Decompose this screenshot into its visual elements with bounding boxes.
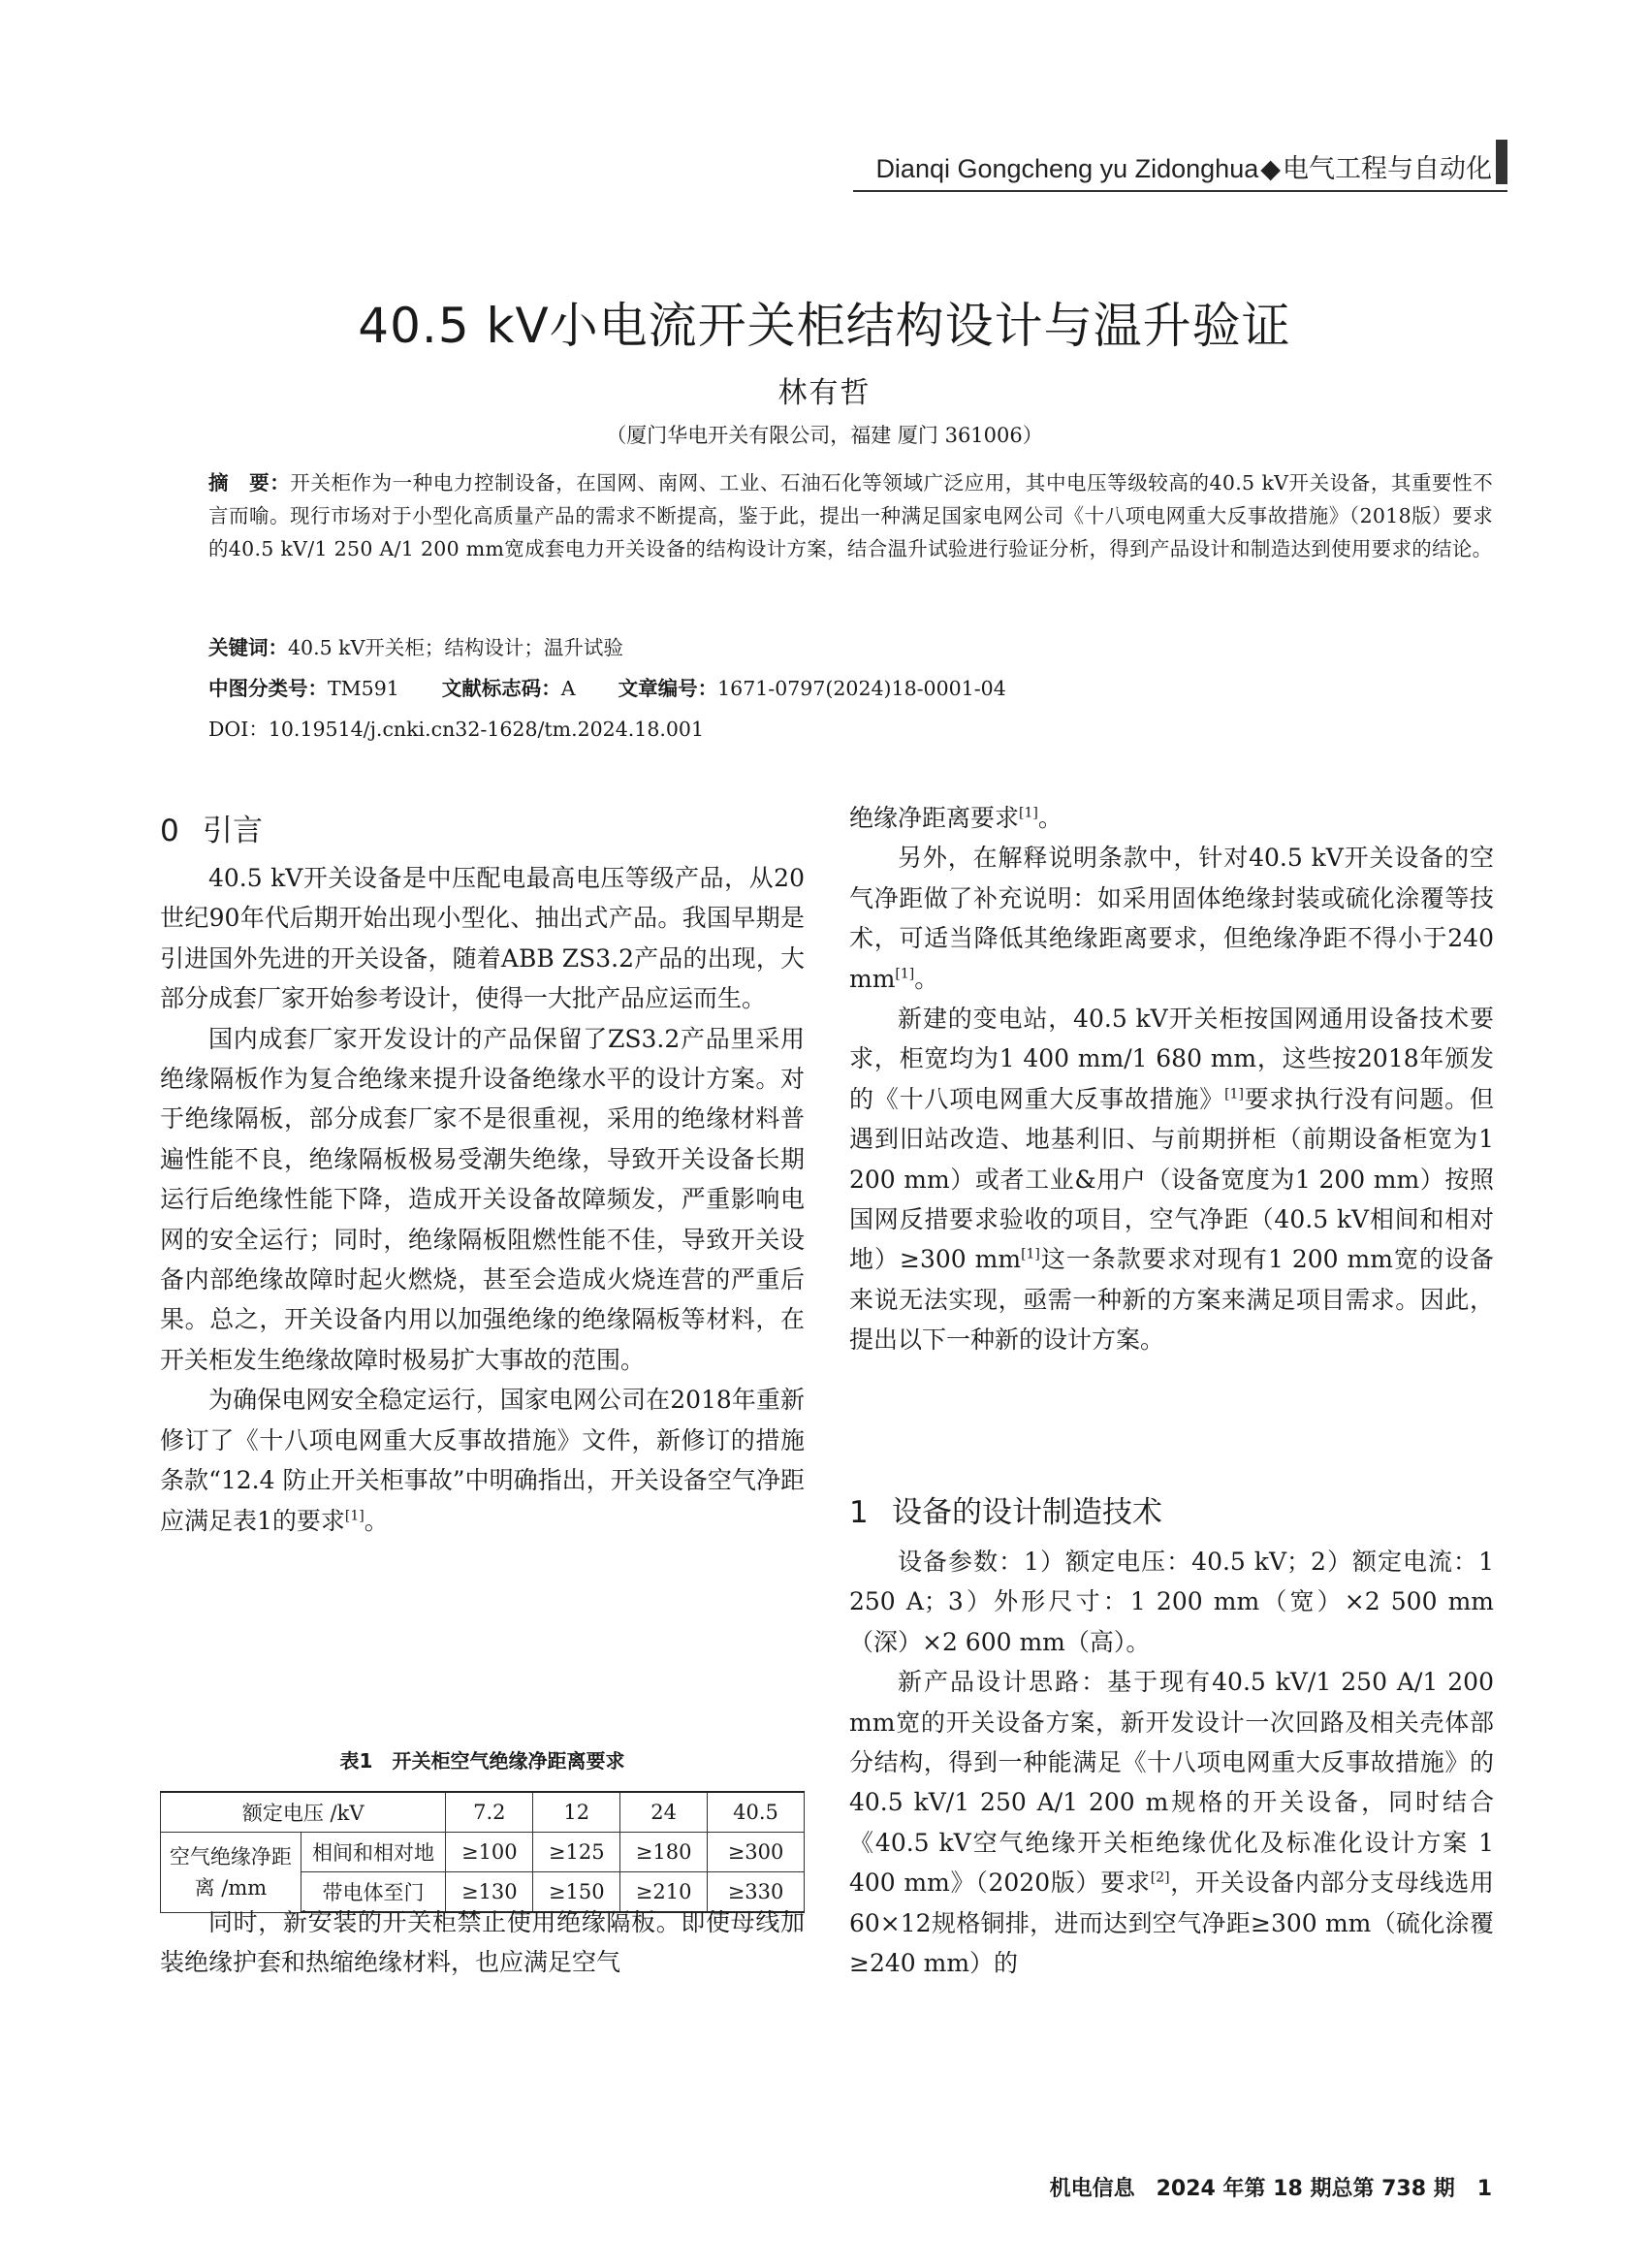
paragraph: 国内成套厂家开发设计的产品保留了ZS3.2产品里采用绝缘隔板作为复合绝缘来提升设备绝缘水平的设计方案。对于绝缘隔板，部分成套厂家不是很重视，采用的绝缘材料普遍性能不良，绝缘隔板极易受潮失绝缘，导致开关设备长期运行后绝缘性能下降，造成开关设备故障频发，严重影响电网的安全运行；同时，绝缘隔板阻燃性能不佳，导致开关设备内部绝缘故障时起火燃烧，甚至会造成火烧连营的严重后果。总之，开关设备内用以加强绝缘的绝缘隔板等材料，在开关柜发生绝缘故障时极易扩大事故的范围。 xyxy=(160,1024,805,1374)
author-name: 林有哲 xyxy=(777,376,872,410)
header-bar-decoration xyxy=(1496,140,1507,184)
clearance-table xyxy=(160,1791,805,1913)
doi-label: DOI： xyxy=(208,718,269,741)
footer-issue: 机电信息 2024 年第 18 期总第 738 期 xyxy=(1049,2177,1455,2201)
table-cell: ≥125 xyxy=(533,1833,620,1872)
article-number-label: 文章编号： xyxy=(618,677,718,700)
page-footer xyxy=(1050,2172,1492,2202)
table-header-cell: 12 xyxy=(533,1792,620,1833)
doc-code-value: A xyxy=(560,677,576,700)
keywords xyxy=(208,631,623,660)
paragraph-continuation: 绝缘净距离要求[1]。 xyxy=(849,804,1062,832)
keywords-text: 40.5 kV开关柜；结构设计；温升试验 xyxy=(288,636,623,659)
header-rule xyxy=(853,190,1507,192)
table-row-label: 相间和相对地 xyxy=(301,1833,446,1872)
article-number-value: 1671-0797(2024)18-0001-04 xyxy=(717,677,1006,700)
section-0-heading xyxy=(160,806,263,849)
table-cell: ≥150 xyxy=(533,1872,620,1913)
table-header-row xyxy=(161,1792,805,1833)
keywords-label: 关键词： xyxy=(208,636,288,659)
left-column-lower xyxy=(160,1902,805,1983)
table-header-cell: 40.5 xyxy=(708,1792,805,1833)
table-row-label: 带电体至门 xyxy=(301,1872,446,1913)
table-cell: ≥180 xyxy=(620,1833,708,1872)
running-header xyxy=(875,147,1492,185)
table-header-cell: 7.2 xyxy=(446,1792,533,1833)
table-caption: 表1 开关柜空气绝缘净距离要求 xyxy=(339,1749,625,1773)
citation: [1] xyxy=(895,966,915,982)
diamond-icon: ◆ xyxy=(1260,154,1281,183)
citation: [1] xyxy=(1021,1247,1040,1263)
citation: [1] xyxy=(344,1508,365,1524)
table-cell: ≥300 xyxy=(708,1833,805,1872)
abstract xyxy=(208,466,1493,565)
table-header-cell: 额定电压 /kV xyxy=(161,1792,446,1833)
paragraph: 新产品设计思路：基于现有40.5 kV/1 250 A/1 200 mm宽的开关设备方案，新开发设计一次回路及相关壳体部分结构，得到一种能满足《十八项电网重大反事故措施》的40.5 kV/1 250 A/1 200 m规格的开关设备，同时结合《40.5 kV空气绝缘开关柜绝缘优化及标准化设计方案 1 400 mm》（2020版）要求[2]，开关设备内部分支母线选用60×12规格铜排，进而达到空气净距≥300 mm（硫化涂覆≥240 mm）的 xyxy=(849,1668,1494,1978)
citation: [2] xyxy=(1150,1869,1170,1886)
journal-name: 电气工程与自动化 xyxy=(1283,154,1492,183)
table-row xyxy=(161,1833,805,1872)
table-cell: ≥130 xyxy=(446,1872,533,1913)
table-cell: ≥330 xyxy=(708,1872,805,1913)
table-cell: ≥100 xyxy=(446,1833,533,1872)
table-header-cell: 24 xyxy=(620,1792,708,1833)
section-number: 0 xyxy=(160,814,179,848)
page-number: 1 xyxy=(1476,2177,1492,2201)
abstract-text: 开关柜作为一种电力控制设备，在国网、南网、工业、石油石化等领域广泛应用，其中电压等级较高的40.5 kV开关设备，其重要性不言而喻。现行市场对于小型化高质量产品的需求不断提高，鉴于此，提出一种满足国家电网公司《十八项电网重大反事故措施》（2018版）要求的40.5 kV/1 250 A/1 200 mm宽成套电力开关设备的结构设计方案，结合温升试验进行验证分析，得到产品设计和制造达到使用要求的结论。 xyxy=(208,471,1494,560)
right-column-lower xyxy=(849,1542,1494,1983)
citation: [1] xyxy=(1224,1086,1244,1102)
citation: [1] xyxy=(1019,805,1038,821)
doi-value: 10.19514/j.cnki.cn32-1628/tm.2024.18.001 xyxy=(268,718,705,741)
section-number: 1 xyxy=(849,1495,869,1530)
journal-romanized: Dianqi Gongcheng yu Zidonghua xyxy=(875,154,1259,183)
article-title: 40.5 kV小电流开关柜结构设计与温升验证 xyxy=(358,298,1291,354)
classification-line xyxy=(208,672,1006,701)
paragraph: 同时，新安装的开关柜禁止使用绝缘隔板。即使母线加装绝缘护套和热缩绝缘材料，也应满足空气 xyxy=(160,1908,805,1977)
left-column-upper xyxy=(160,858,805,1541)
paragraph: 新建的变电站，40.5 kV开关柜按国网通用设备技术要求，柜宽均为1 400 mm/1 680 mm，这些按2018年颁发的《十八项电网重大反事故措施》[1]要求执行没有问题。但遇到旧站改造、地基利旧、与前期拼柜（前期设备柜宽为1 200 mm）或者工业&用户（设备宽度为1 200 mm）按照国网反措要求验收的项目，空气净距（40.5 kV相间和相对地）≥300 mm[1]这一条款要求对现有1 200 mm宽的设备来说无法实现，亟需一种新的方案来满足项目需求。因此，提出以下一种新的设计方案。 xyxy=(849,1005,1494,1355)
section-1-heading xyxy=(849,1487,1162,1531)
doi-line xyxy=(208,713,704,742)
right-column-upper xyxy=(849,798,1494,1360)
clc-value: TM591 xyxy=(328,677,399,700)
section-title: 引言 xyxy=(203,814,263,848)
paragraph: 40.5 kV开关设备是中压配电最高电压等级产品，从20世纪90年代后期开始出现小型化、抽出式产品。我国早期是引进国外先进的开关设备，随着ABB ZS3.2产品的出现，大部分成套厂家开始参考设计，使得一大批产品应运而生。 xyxy=(160,864,805,1013)
paragraph: 设备参数：1）额定电压：40.5 kV；2）额定电流：1 250 A；3）外形尺寸：1 200 mm（宽）×2 500 mm（深）×2 600 mm（高）。 xyxy=(849,1548,1494,1656)
paragraph: 为确保电网安全稳定运行，国家电网公司在2018年重新修订了《十八项电网重大反事故措施》文件，新修订的措施条款“12.4 防止开关柜事故”中明确指出，开关设备空气净距应满足表1的要求[1]。 xyxy=(160,1386,805,1535)
paragraph: 另外，在解释说明条款中，针对40.5 kV开关设备的空气净距做了补充说明：如采用固体绝缘封装或硫化涂覆等技术，可适当降低其绝缘距离要求，但绝缘净距不得小于240 mm[1]。 xyxy=(849,844,1494,993)
section-title: 设备的设计制造技术 xyxy=(892,1495,1162,1530)
abstract-label: 摘 要： xyxy=(208,471,291,495)
doc-code-label: 文献标志码： xyxy=(441,677,561,700)
clc-label: 中图分类号： xyxy=(208,677,328,700)
affiliation: （厦门华电开关有限公司，福建 厦门 361006） xyxy=(606,424,1043,447)
table-cell: ≥210 xyxy=(620,1872,708,1913)
table-group-cell: 空气绝缘净距离 /mm xyxy=(161,1833,301,1913)
